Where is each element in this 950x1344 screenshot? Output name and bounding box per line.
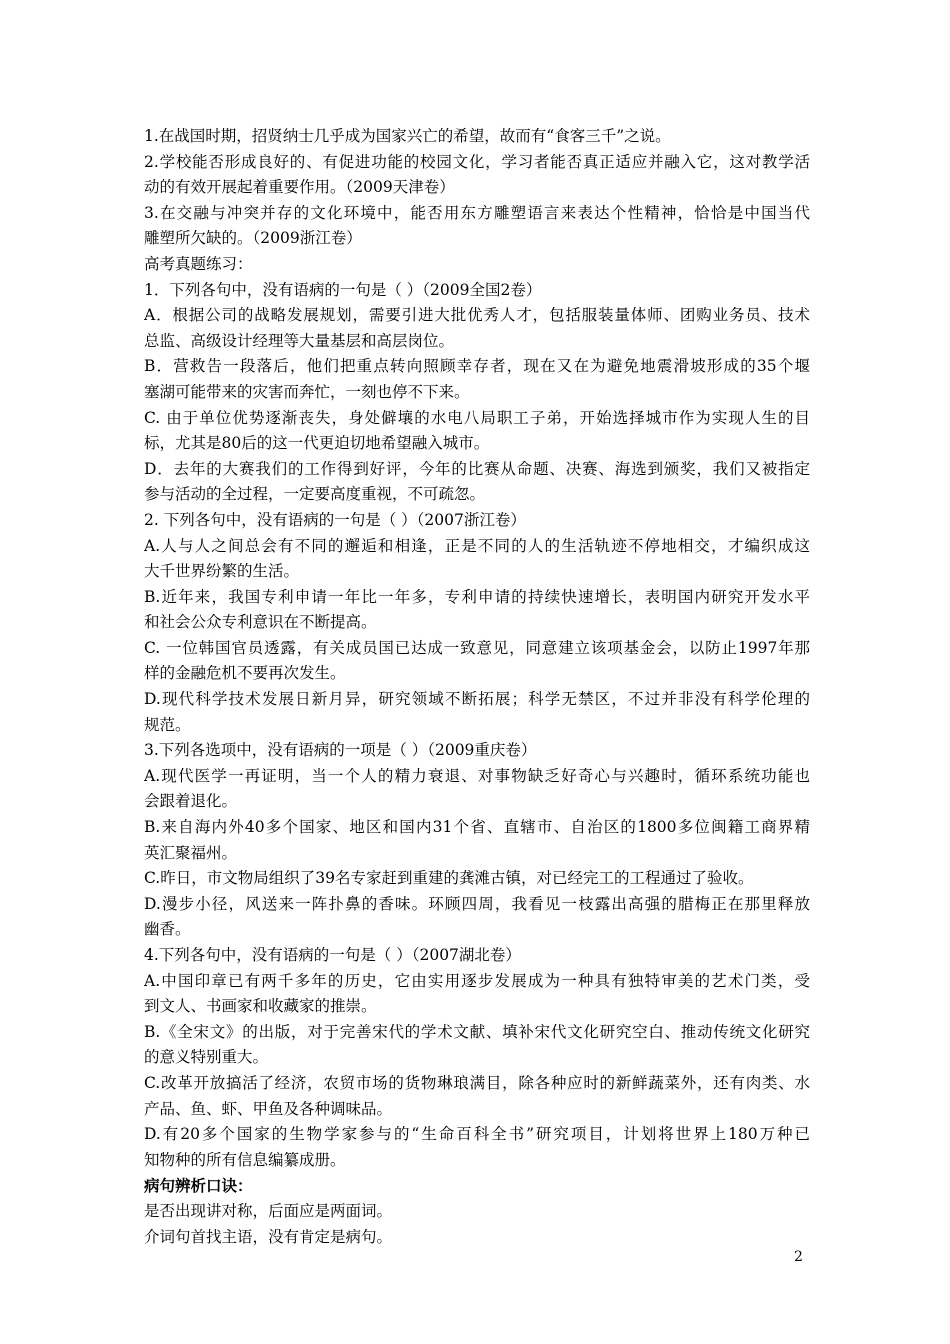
- text-line: 动的有效开展起着重要作用。（2009天津卷）: [144, 178, 455, 197]
- text-line: B.来自海内外40多个国家、地区和国内31个省、直辖市、自治区的1800多位闽籍工商界精: [144, 818, 810, 837]
- text-line: C.改革开放搞活了经济，农贸市场的货物琳琅满目，除各种应时的新鲜蔬菜外，还有肉类、水: [144, 1073, 810, 1092]
- text-line: 2. 下列各句中，没有语病的一句是（ ）（2007浙江卷）: [144, 510, 526, 529]
- text-line: 大千世界纷繁的生活。: [144, 562, 300, 581]
- text-line: A.人与人之间总会有不同的邂逅和相逢，正是不同的人的生活轨迹不停地相交，才编织成这: [144, 536, 810, 555]
- text-line: 样的金融危机不要再次发生。: [144, 664, 346, 683]
- text-line: 英汇聚福州。: [144, 843, 238, 862]
- text-line: 产品、鱼、虾、甲鱼及各种调味品。: [144, 1099, 393, 1118]
- text-line: 幽香。: [144, 920, 191, 939]
- text-line: A.中国印章已有两千多年的历史，它由实用逐步发展成为一种具有独特审美的艺术门类，受: [144, 971, 810, 990]
- text-line: B.近年来，我国专利申请一年比一年多，专利申请的持续快速增长，表明国内研究开发水平: [144, 587, 810, 606]
- text-line: 塞湖可能带来的灾害而奔忙，一刻也停不下来。: [144, 382, 470, 401]
- text-line: 到文人、书画家和收藏家的推崇。: [144, 997, 377, 1016]
- text-line: B．营救告一段落后，他们把重点转向照顾幸存者，现在又在为避免地震滑坡形成的35个堰: [144, 357, 810, 376]
- text-line: 参与活动的全过程，一定要高度重视，不可疏忽。: [144, 485, 486, 504]
- text-line: 知物种的所有信息编纂成册。: [144, 1150, 346, 1169]
- text-line: 3.在交融与冲突并存的文化环境中，能否用东方雕塑语言来表达个性精神，恰恰是中国当代: [144, 203, 810, 222]
- section-heading: 病句辨析口诀：: [144, 1176, 253, 1196]
- text-line: 标，尤其是80后的这一代更迫切地希望融入城市。: [144, 434, 490, 453]
- text-line: 总监、高级设计经理等大量基层和高层岗位。: [144, 331, 455, 350]
- page-number: 2: [794, 1249, 803, 1265]
- text-line: 介词句首找主语，没有肯定是病句。: [144, 1227, 393, 1246]
- text-line: 1．下列各句中，没有语病的一句是（ ）（2009全国2卷）: [144, 280, 542, 299]
- text-line: D．去年的大赛我们的工作得到好评，今年的比赛从命题、决赛、海选到颁奖，我们又被指定: [144, 459, 810, 478]
- text-line: C. 一位韩国官员透露，有关成员国已达成一致意见，同意建立该项基金会，以防止1997年那: [144, 638, 810, 657]
- text-line: C.昨日，市文物局组织了39名专家赶到重建的龚滩古镇，对已经完工的工程通过了验收。: [144, 869, 754, 888]
- text-line: D.漫步小径，风送来一阵扑鼻的香味。环顾四周，我看见一枝露出高强的腊梅正在那里释放: [144, 894, 810, 913]
- text-line: 4.下列各句中，没有语病的一句是（ ）（2007湖北卷）: [144, 946, 521, 964]
- text-line: 雕塑所欠缺的。（2009浙江卷）: [144, 229, 362, 248]
- text-line: 1.在战国时期，招贤纳士几乎成为国家兴亡的希望，故而有“食客三千”之说。: [144, 127, 671, 145]
- text-line: D.有20多个国家的生物学家参与的“生命百科全书”研究项目，计划将世界上180万种已: [144, 1125, 810, 1144]
- text-line: C. 由于单位优势逐渐丧失，身处僻壤的水电八局职工子弟，开始选择城市作为实现人生的目: [144, 408, 810, 427]
- text-line: A.现代医学一再证明，当一个人的精力衰退、对事物缺乏好奇心与兴趣时，循环系统功能也: [144, 766, 810, 785]
- text-line: A．根据公司的战略发展规划，需要引进大批优秀人才，包括服装量体师、团购业务员、技术: [144, 306, 810, 325]
- text-line: 和社会公众专利意识在不断提高。: [144, 613, 377, 632]
- text-line: 高考真题练习：: [144, 254, 253, 273]
- text-line: B.《全宋文》的出版，对于完善宋代的学术文献、填补宋代文化研究空白、推动传统文化研究: [144, 1022, 810, 1041]
- text-line: 3.下列各选项中，没有语病的一项是（ ）（2009重庆卷）: [144, 741, 537, 760]
- text-line: 是否出现讲对称，后面应是两面词。: [144, 1201, 393, 1220]
- text-line: D.现代科学技术发展日新月异，研究领域不断拓展；科学无禁区，不过并非没有科学伦理的: [144, 690, 810, 709]
- text-line: 会跟着退化。: [144, 792, 238, 811]
- text-line: 2.学校能否形成良好的、有促进功能的校园文化，学习者能否真正适应并融入它，这对教学活: [144, 152, 810, 171]
- text-line: 的意义特别重大。: [144, 1048, 269, 1067]
- text-line: 规范。: [144, 715, 191, 734]
- document-body: [144, 124, 810, 1250]
